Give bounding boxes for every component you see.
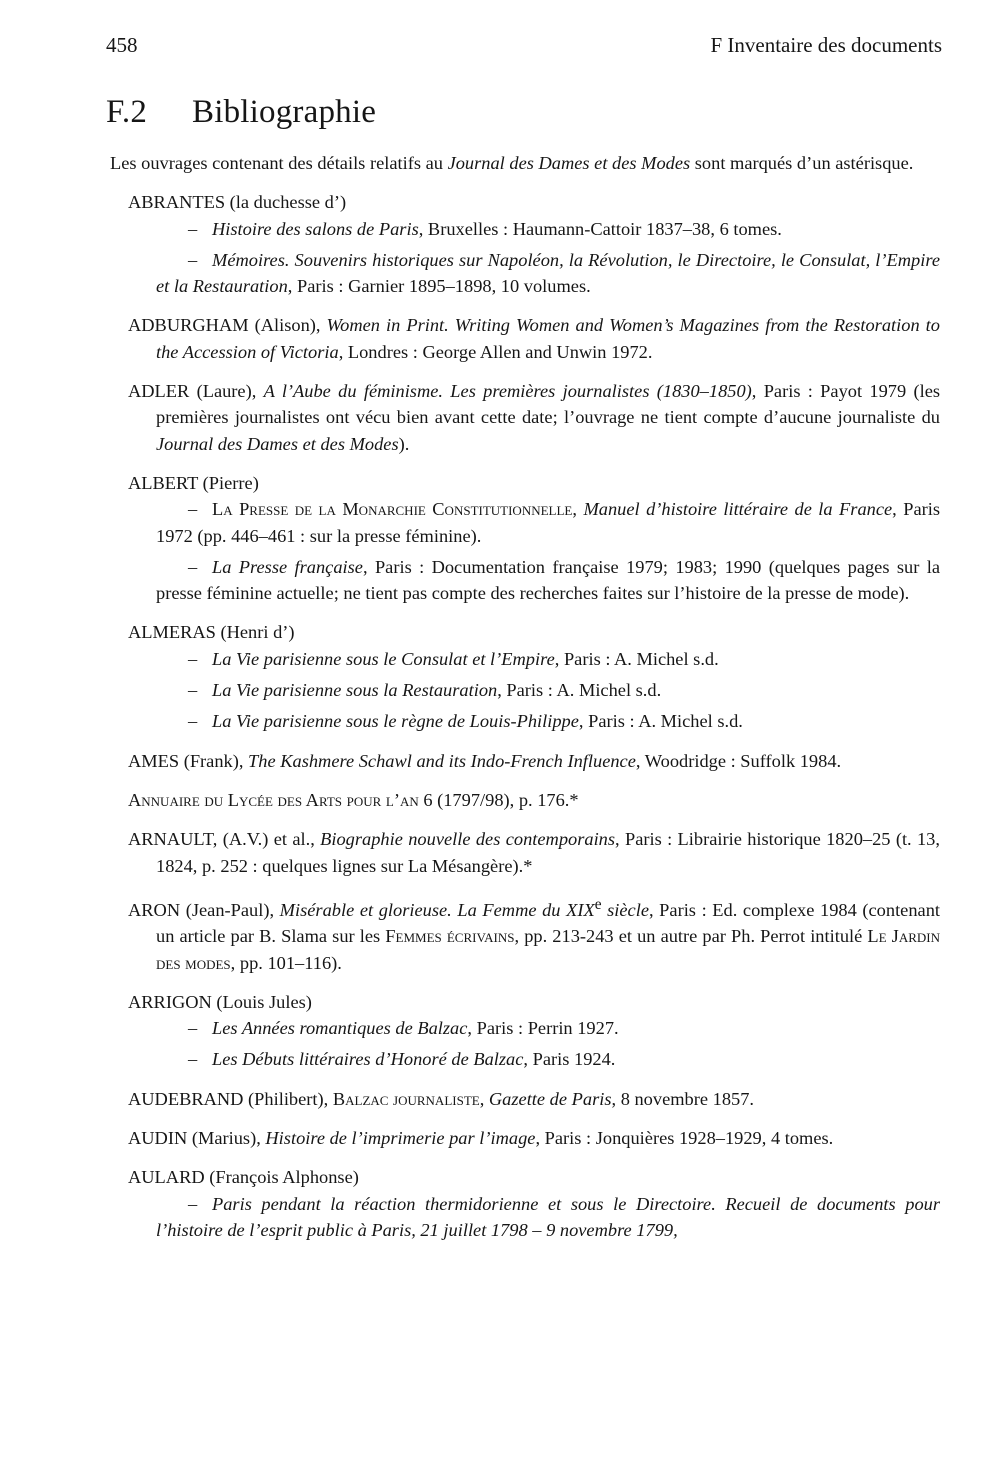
page-number: 458 — [106, 33, 138, 57]
text-run: , Paris : A. Michel s.d. — [578, 711, 743, 732]
entry-subitem — [110, 1191, 940, 1244]
italic-title: La Vie parisienne sous la Restauration — [212, 680, 498, 701]
italic-title: The Kashmere Schawl and its Indo-French Influence — [248, 750, 636, 771]
text-run: ALBERT (Pierre) — [128, 472, 259, 493]
text-run: ALMERAS (Henri d’) — [128, 622, 295, 643]
text-run: ADLER (Laure), — [128, 381, 264, 402]
bib-entry-audin — [110, 1125, 940, 1151]
text-run: , Paris 1972 (pp. 446–461 : sur la presse féminine). — [156, 499, 941, 546]
text-run: 6 (1797/98), p. 176.* — [418, 789, 579, 810]
italic-title: Journal des Dames et des Modes — [447, 153, 691, 173]
dash-marker: – — [188, 680, 198, 701]
entry-main — [110, 378, 940, 457]
dash-marker: – — [188, 249, 198, 270]
section-number: F.2 — [106, 94, 148, 130]
dash-marker: – — [188, 1049, 198, 1070]
entry-main — [110, 1086, 940, 1112]
italic-title: La Vie parisienne sous le Consulat et l’Empire — [212, 648, 555, 669]
text-run: AULARD (François Alphonse) — [128, 1167, 359, 1188]
superscript: e — [594, 895, 602, 913]
running-header — [106, 33, 942, 61]
text-run: , — [572, 499, 584, 520]
text-run: AUDEBRAND (Philibert), — [128, 1088, 333, 1109]
intro-paragraph — [110, 150, 940, 176]
italic-title: Paris pendant la réaction thermidorienne et sous le Directoire. Recueil de documents pour l’histoire de l’esprit public à Paris, 21 juillet 1798 – 9 novembre 1799, — [156, 1193, 940, 1240]
text-run: , Paris : Perrin 1927. — [467, 1018, 619, 1039]
text-run: , Paris : Payot 1979 (les premières journalistes ont vécu bien avant cette date; l’ouvrage ne tient compte d’aucune journaliste du — [156, 381, 941, 428]
text-run: , 8 novembre 1857. — [611, 1088, 755, 1109]
text-run: Les ouvrages contenant des détails relatifs au — [110, 153, 448, 173]
bibliography-list — [110, 189, 940, 1243]
italic-title: Histoire de l’imprimerie par l’image — [265, 1128, 536, 1149]
text-run: ARON (Jean-Paul), — [128, 899, 280, 920]
small-caps-title: Balzac journaliste — [332, 1088, 480, 1109]
italic-title: Misérable et glorieuse. La Femme du XIX — [279, 899, 595, 920]
entry-main — [110, 1164, 940, 1190]
text-run: ARNAULT, (A.V.) et al., — [128, 829, 321, 850]
italic-title: La Vie parisienne sous le règne de Louis-Philippe — [212, 711, 579, 732]
text-run: , pp. 213-243 et un autre par Ph. Perrot intitulé — [514, 926, 868, 947]
text-run: , Paris : Garnier 1895–1898, 10 volumes. — [287, 276, 591, 297]
italic-title: Manuel d’histoire littéraire de la France — [583, 499, 893, 520]
text-run: , Woodridge : Suffolk 1984. — [635, 750, 842, 771]
text-run: sont marqués d’un astérisque. — [690, 153, 914, 173]
section-heading — [106, 94, 376, 131]
italic-title: Les Débuts littéraires d’Honoré de Balzac — [212, 1049, 524, 1070]
entry-main — [110, 470, 940, 496]
bib-entry-annuaire — [110, 787, 940, 813]
entry-main — [110, 826, 940, 879]
dash-marker: – — [188, 218, 198, 239]
text-run: , pp. 101–116). — [230, 952, 342, 973]
text-run: ADBURGHAM (Alison), — [128, 315, 327, 336]
italic-title: siècle — [601, 899, 649, 920]
dash-marker: – — [188, 1018, 198, 1039]
italic-title: Biographie nouvelle des contemporains — [320, 829, 616, 850]
bibliography-body — [110, 150, 940, 1256]
italic-title: La Presse française — [212, 556, 363, 577]
small-caps-title: Femmes écrivains — [385, 926, 515, 947]
italic-title: Les Années romantiques de Balzac — [212, 1018, 468, 1039]
text-run: , Paris 1924. — [523, 1049, 616, 1070]
entry-main — [110, 312, 940, 365]
entry-main — [110, 989, 940, 1015]
dash-marker: – — [188, 711, 198, 732]
entry-main — [110, 189, 940, 215]
bib-entry-arnault — [110, 826, 940, 879]
entry-main — [110, 748, 940, 774]
italic-title: Mémoires. Souvenirs historiques sur Napoléon, la Révolution, le Directoire, le Consulat, l’Empire et la Restauration — [156, 249, 940, 297]
italic-title: Journal des Dames et des Modes — [156, 433, 399, 454]
italic-title: Histoire des salons de Paris — [212, 218, 419, 239]
bib-entry-adler — [110, 378, 940, 457]
small-caps-title: La Presse de la Monarchie Constitutionnelle — [212, 499, 573, 520]
dash-marker: – — [188, 648, 198, 669]
text-run: ABRANTES (la duchesse d’) — [128, 192, 347, 213]
bib-entry-albert — [110, 470, 940, 606]
entry-main — [110, 787, 940, 813]
bib-entry-almeras — [110, 619, 940, 734]
text-run: ). — [398, 433, 410, 454]
entry-subitem — [110, 1015, 940, 1041]
text-run: , Paris : A. Michel s.d. — [554, 648, 719, 669]
text-run: , Paris : Jonquières 1928–1929, 4 tomes. — [535, 1128, 834, 1149]
bib-entry-adburgham — [110, 312, 940, 365]
entry-main — [110, 892, 940, 976]
entry-subitem — [110, 708, 940, 734]
entry-subitem — [110, 1046, 940, 1072]
entry-subitem — [110, 554, 940, 607]
text-run: , Bruxelles : Haumann-Cattoir 1837–38, 6 tomes. — [418, 218, 782, 239]
entry-subitem — [110, 646, 940, 672]
entry-subitem — [110, 216, 940, 242]
italic-title: Gazette de Paris — [488, 1088, 612, 1109]
text-run: , Paris : Ed. complexe 1984 (contenant un article par B. Slama sur les — [156, 899, 940, 947]
dash-marker: – — [188, 556, 198, 577]
text-run: , Londres : George Allen and Unwin 1972. — [338, 341, 653, 362]
entry-main — [110, 1125, 940, 1151]
text-run: AMES (Frank), — [128, 750, 249, 771]
bib-entry-abrantes — [110, 189, 940, 299]
text-run: AUDIN (Marius), — [128, 1128, 266, 1149]
entry-subitem — [110, 496, 940, 549]
dash-marker: – — [188, 499, 198, 520]
entry-subitem — [110, 677, 940, 703]
text-run: , Paris : Documentation française 1979; 1983; 1990 (quelques pages sur la presse féminine actuelle; ne tient pas compte des recherches faites sur l’histoire de la presse de mode). — [156, 556, 940, 604]
text-run: , Paris : A. Michel s.d. — [497, 680, 662, 701]
small-caps-title: Le Jardin des modes — [156, 926, 941, 973]
bib-entry-arrigon — [110, 989, 940, 1073]
bib-entry-aron — [110, 892, 940, 976]
text-run: , Paris : Librairie historique 1820–25 (t. 13, 1824, p. 252 : quelques lignes sur La Mésangère).* — [156, 829, 940, 876]
entry-subitem — [110, 247, 940, 300]
running-head-title: F Inventaire des documents — [710, 33, 942, 57]
italic-title: A l’Aube du féminisme. Les premières journalistes (1830–1850) — [263, 381, 752, 402]
bib-entry-ames — [110, 748, 940, 774]
small-caps-title: Annuaire du Lycée des Arts pour l’an — [128, 789, 419, 810]
text-run: ARRIGON (Louis Jules) — [128, 991, 312, 1012]
section-title: Bibliographie — [192, 94, 377, 130]
dash-marker: – — [188, 1193, 198, 1214]
italic-title: Women in Print. Writing Women and Women’s Magazines from the Restoration to the Accession of Victoria — [156, 315, 940, 362]
entry-main — [110, 619, 940, 645]
text-run: , — [479, 1088, 489, 1109]
bib-entry-aulard — [110, 1164, 940, 1243]
bib-entry-audebrand — [110, 1086, 940, 1112]
